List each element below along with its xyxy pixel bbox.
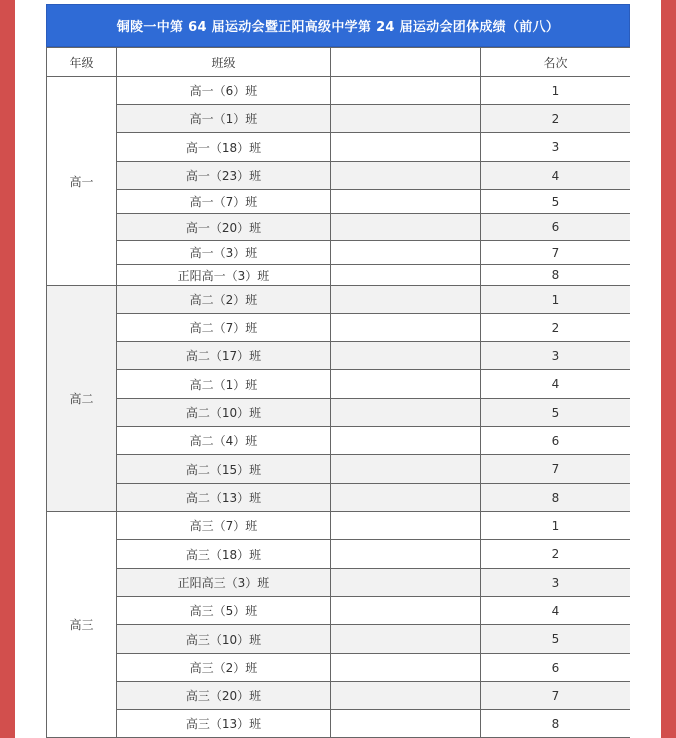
rank-cell: 3 [481, 569, 631, 597]
blank-cell [331, 654, 481, 682]
table-row [47, 286, 631, 314]
class-cell: 高一（20）班 [117, 214, 331, 241]
table-title: 铜陵一中第 64 届运动会暨正阳高级中学第 24 届运动会团体成绩（前八） [46, 4, 630, 47]
class-cell: 高二（10）班 [117, 399, 331, 427]
blank-cell [331, 162, 481, 190]
results-sheet [46, 0, 630, 738]
blank-cell [331, 710, 481, 738]
table-row [47, 625, 631, 654]
rank-cell: 1 [481, 512, 631, 540]
left-border-strip [0, 0, 15, 738]
header-blank [331, 48, 481, 77]
class-cell: 高三（5）班 [117, 597, 331, 625]
header-row [47, 48, 631, 77]
blank-cell [331, 214, 481, 241]
blank-cell [331, 133, 481, 162]
blank-cell [331, 77, 481, 105]
table-row [47, 455, 631, 484]
class-cell: 高三（20）班 [117, 682, 331, 710]
blank-cell [331, 484, 481, 512]
class-cell: 高二（15）班 [117, 455, 331, 484]
header-grade: 年级 [47, 48, 117, 77]
table-row [47, 314, 631, 342]
rank-cell: 5 [481, 625, 631, 654]
blank-cell [331, 265, 481, 286]
rank-cell: 2 [481, 540, 631, 569]
rank-cell: 5 [481, 190, 631, 214]
rank-cell: 4 [481, 597, 631, 625]
class-cell: 高二（2）班 [117, 286, 331, 314]
rank-cell: 8 [481, 484, 631, 512]
blank-cell [331, 455, 481, 484]
table-row [47, 540, 631, 569]
table-row [47, 370, 631, 399]
class-cell: 高二（13）班 [117, 484, 331, 512]
rank-cell: 3 [481, 342, 631, 370]
table-row [47, 427, 631, 455]
table-row [47, 133, 631, 162]
class-cell: 高三（7）班 [117, 512, 331, 540]
class-cell: 高二（1）班 [117, 370, 331, 399]
rank-cell: 2 [481, 105, 631, 133]
rank-cell: 5 [481, 399, 631, 427]
rank-cell: 2 [481, 314, 631, 342]
class-cell: 高三（2）班 [117, 654, 331, 682]
blank-cell [331, 512, 481, 540]
rank-cell: 7 [481, 682, 631, 710]
rank-cell: 6 [481, 427, 631, 455]
rank-cell: 4 [481, 370, 631, 399]
blank-cell [331, 105, 481, 133]
table-row [47, 214, 631, 241]
header-rank: 名次 [481, 48, 631, 77]
rank-cell: 6 [481, 654, 631, 682]
blank-cell [331, 314, 481, 342]
grade-cell-2: 高二 [47, 286, 117, 512]
table-row [47, 162, 631, 190]
blank-cell [331, 569, 481, 597]
blank-cell [331, 190, 481, 214]
class-cell: 高三（13）班 [117, 710, 331, 738]
class-cell: 高三（10）班 [117, 625, 331, 654]
table-row [47, 569, 631, 597]
rank-cell: 8 [481, 710, 631, 738]
rank-cell: 1 [481, 286, 631, 314]
rank-cell: 7 [481, 241, 631, 265]
table-row [47, 241, 631, 265]
table-row [47, 484, 631, 512]
blank-cell [331, 682, 481, 710]
table-row [47, 265, 631, 286]
class-cell: 高一（6）班 [117, 77, 331, 105]
class-cell: 高二（4）班 [117, 427, 331, 455]
table-row [47, 682, 631, 710]
results-table [46, 47, 630, 738]
table-row [47, 710, 631, 738]
rank-cell: 7 [481, 455, 631, 484]
class-cell: 高一（18）班 [117, 133, 331, 162]
blank-cell [331, 342, 481, 370]
table-row [47, 77, 631, 105]
class-cell: 正阳高三（3）班 [117, 569, 331, 597]
class-cell: 高一（7）班 [117, 190, 331, 214]
header-class: 班级 [117, 48, 331, 77]
table-row [47, 597, 631, 625]
class-cell: 高一（1）班 [117, 105, 331, 133]
grade-cell-1: 高一 [47, 77, 117, 286]
rank-cell: 3 [481, 133, 631, 162]
table-row [47, 342, 631, 370]
class-cell: 高一（23）班 [117, 162, 331, 190]
rank-cell: 4 [481, 162, 631, 190]
class-cell: 高三（18）班 [117, 540, 331, 569]
rank-cell: 6 [481, 214, 631, 241]
results-body [47, 77, 631, 738]
class-cell: 高二（7）班 [117, 314, 331, 342]
table-row [47, 654, 631, 682]
table-row [47, 190, 631, 214]
blank-cell [331, 540, 481, 569]
blank-cell [331, 241, 481, 265]
table-row [47, 399, 631, 427]
blank-cell [331, 427, 481, 455]
class-cell: 高一（3）班 [117, 241, 331, 265]
class-cell: 正阳高一（3）班 [117, 265, 331, 286]
table-row [47, 105, 631, 133]
blank-cell [331, 286, 481, 314]
class-cell: 高二（17）班 [117, 342, 331, 370]
blank-cell [331, 625, 481, 654]
blank-cell [331, 597, 481, 625]
rank-cell: 8 [481, 265, 631, 286]
rank-cell: 1 [481, 77, 631, 105]
table-row [47, 512, 631, 540]
right-border-strip [661, 0, 676, 738]
blank-cell [331, 399, 481, 427]
grade-cell-3: 高三 [47, 512, 117, 738]
blank-cell [331, 370, 481, 399]
